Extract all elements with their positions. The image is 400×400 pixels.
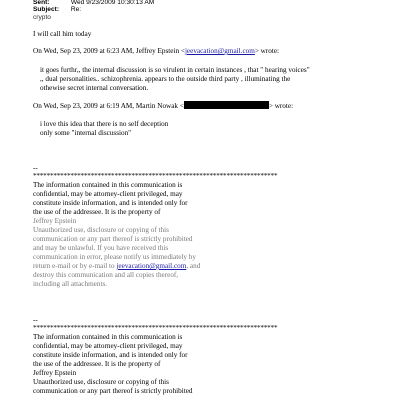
quote1-intro xyxy=(33,47,279,55)
disclaimer-line: the use of the addressee. It is the property of xyxy=(33,360,161,368)
disclaimer-line: The information contained in this communication is xyxy=(33,181,183,189)
quote1-intro-pre: On Wed, Sep 23, 2009 at 6:23 AM, Jeffrey Epstein < xyxy=(33,47,185,55)
disclaimer-line: constitute inside information, and is intended only for xyxy=(33,199,188,207)
reply-text: I will call him today xyxy=(33,30,92,38)
quote1-line: ,, dual personalities.. schizophrenia. appears to the outside third party , illuminating the xyxy=(40,75,291,83)
crypto-label: crypto xyxy=(33,14,51,21)
disclaimer-email-link[interactable]: jeevacation@gmail.com xyxy=(116,262,187,270)
quote1-line: it goes furthr,, the internal discussion is so virulent in certain instances , that " hearing voices" xyxy=(40,66,310,74)
redaction-box xyxy=(184,101,269,109)
disclaimer-email-post: , and xyxy=(186,262,201,270)
quote2-intro xyxy=(33,101,293,110)
disclaimer-line: communication or any part thereof is strictly prohibited xyxy=(33,235,193,243)
quote2-line: only some "internal discussion" xyxy=(40,129,132,137)
stars-divider: ************************************************************************ xyxy=(33,172,278,180)
stars-divider: ************************************************************************ xyxy=(33,324,278,332)
sent-value: Wed 9/23/2009 10:30:13 AM xyxy=(70,0,155,6)
disclaimer-line: constitute inside information, and is intended only for xyxy=(33,351,188,359)
quote2-line: i love this idea that there is no self deception xyxy=(40,120,169,128)
disclaimer-line: Jeffrey Epstein xyxy=(33,217,77,225)
disclaimer-line: and may be unlawful. If you have received this xyxy=(33,244,169,252)
disclaimer-line: destroy this communication and all copies thereof, xyxy=(33,271,179,279)
disclaimer-line: The information contained in this communication is xyxy=(33,333,183,341)
disclaimer-email-line xyxy=(33,262,200,270)
signature-dashes: -- xyxy=(33,164,38,172)
disclaimer-line: confidential, may be attorney-client privileged, may xyxy=(33,342,183,350)
quote1-line: othewise secret internal conversation. xyxy=(40,84,149,92)
subject-row xyxy=(33,6,81,14)
disclaimer-line: Unauthorized use, disclosure or copying of this xyxy=(33,226,169,234)
subject-label: Subject: xyxy=(33,6,60,13)
quote1-email-link[interactable]: jeevacation@gmail.com xyxy=(184,47,255,55)
disclaimer-line: the use of the addressee. It is the property of xyxy=(33,208,161,216)
signature-dashes: -- xyxy=(33,316,38,324)
quote2-intro-pre: On Wed, Sep 23, 2009 at 6:19 AM, Martin Nowak < xyxy=(33,102,184,110)
quote1-intro-post: > wrote: xyxy=(254,47,280,55)
disclaimer-line: communication in error, please notify us immediately by xyxy=(33,253,196,261)
subject-value: Re: xyxy=(70,6,82,13)
sent-label: Sent: xyxy=(33,0,50,6)
disclaimer-line: Jeffrey Epstein xyxy=(33,369,77,377)
disclaimer-email-pre: return e-mail or by e-mail to xyxy=(33,262,117,270)
quote2-intro-post: > wrote: xyxy=(268,102,294,110)
disclaimer-line: Unauthorized use, disclosure or copying of this xyxy=(33,378,169,386)
disclaimer-line: including all attachments. xyxy=(33,280,108,288)
disclaimer-line: confidential, may be attorney-client privileged, may xyxy=(33,190,183,198)
disclaimer-line: communication or any part thereof is strictly prohibited xyxy=(33,387,193,395)
